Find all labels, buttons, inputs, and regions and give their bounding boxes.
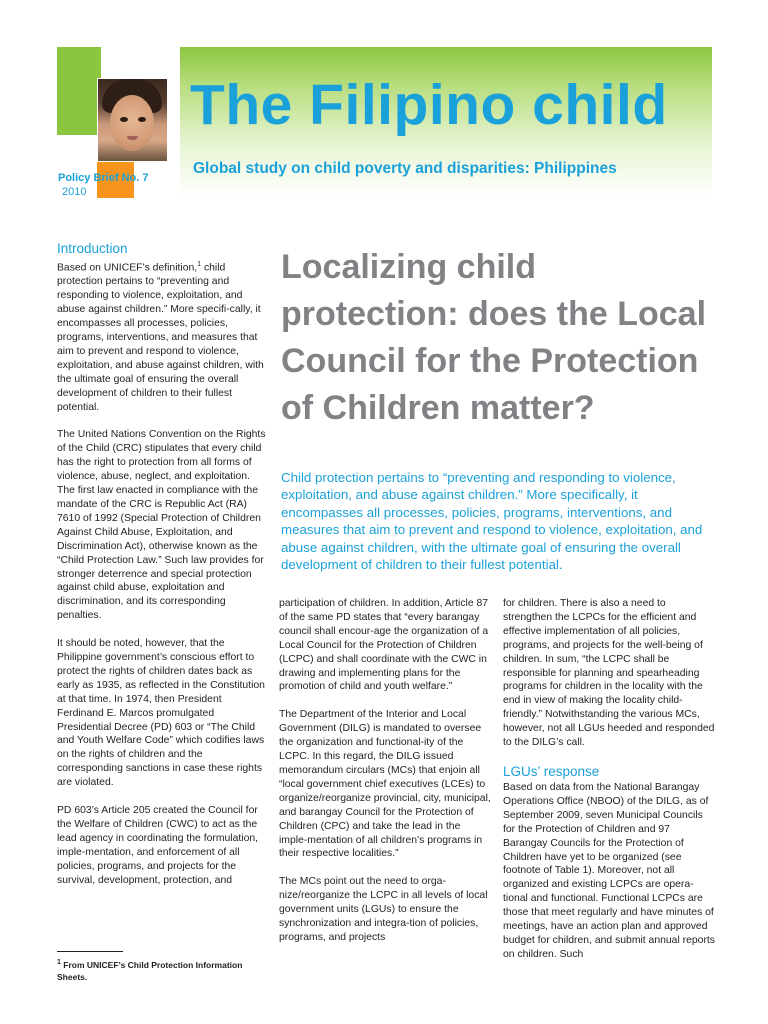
publication-year: 2010 [62, 186, 87, 198]
right-column [503, 597, 715, 976]
photo-face [110, 95, 154, 151]
intro-paragraph-3: It should be noted, however, that the Philippine government’s conscious effort to protect the rights of children dates back as early as 1935, as reflected in the Constitution at that time. In 1974, then President Ferdinand E. Marcos promulgated Presidential Decree (PD) 603 or “The Child and Youth Welfare Code” which codifies laws on the rights of children and the corresponding sanctions in case these rights are violated. [57, 638, 265, 789]
policy-brief-number: Policy Brief No. 7 [58, 172, 149, 184]
middle-paragraph-1: participation of children. In addition, Article 87 of the same PD states that “every barangay council shall encour-age the organization of a Local Council for the Protection of Children (LCPC) and shall coordinate with the CWC in drawing and implementing plans for the promotion of child and youth welfare.” [279, 598, 489, 693]
intro-paragraph-2: The United Nations Convention on the Rights of the Child (CRC) stipulates that every child has the right to protection from all forms of violence, abuse, neglect, and exploitation. The first law enacted in compliance with the mandate of the CRC is Republic Act (RA) 7610 of 1992 (Special Protection of Children Against Child Abuse, Exploitation, and Discrimination Act), otherwise known as the “Child Protection Law.” Such law provides for stronger deterrence and special protection against child abuse, exploitation and discrimination, and its corresponding penalties. [57, 429, 266, 622]
middle-paragraph-2: The Department of the Interior and Local Government (DILG) is mandated to oversee the organization and functional-ity of the LCPC. In this regard, the DILG issued memorandum circulars (MCs) that enjoin all “local government chief executives (LCEs) to organize/reorganize provincial, city, municipal, and barangay Council for the Protection of Children (CPC) and take the lead in the imple-mentation of all children’s programs in their respective localities.” [279, 709, 491, 860]
footnote-number: 1 [57, 959, 61, 966]
child-photo [97, 78, 168, 162]
photo-eye-left [120, 117, 128, 122]
right-paragraph-2: Based on data from the National Barangay Operations Office (NBOO) of the DILG, as of September 2009, seven Municipal Councils for the Protection of Children and 97 Barangay Councils for the Protection of Children have yet to be organized (see footnote of Table 1). Moreover, not all organized and existing LCPCs are opera-tional and functional. Functional LCPCs are those that meet regularly and have minutes of meetings, have an action plan and approved budget for children, and submit annual reports on children. Such [503, 781, 715, 960]
intro-paragraph-4: PD 603’s Article 205 created the Council for the Welfare of Children (CWC) to act as the lead agency in coordinating the formulation, imple-mentation, and enforcement of all policies, programs, and projects for the survival, development, protection, and [57, 805, 259, 886]
green-square-decor [57, 47, 101, 135]
right-paragraph-1: for children. There is also a need to strengthen the LCPCs for the efficient and effective implementation of all policies, programs, and projects for the well-being of children. In sum, “the LCPC shall be responsible for planning and spearheading programs for children in the locality with the end in view of making the locality child-friendly.” Notwithstanding the various MCs, however, not all LGUs heeded and responded to the DILG’s call. [503, 598, 715, 749]
article-headline: Localizing child protection: does the Local Council for the Protection of Children matter? [281, 248, 707, 427]
article-lead: Child protection pertains to “preventing and responding to violence, exploitation, and abuse against children.” More specifically, it encompasses all processes, policies, programs, interventions, and measures that aim to prevent and respond to violence, exploitation, and abuse against children, with the ultimate goal of ensuring the overall development of children to their fullest potential. [281, 470, 703, 573]
middle-paragraph-3: The MCs point out the need to orga-nize/reorganize the LCPC in all levels of local government units (LGUs) to ensure the synchronization and integra-tion of policies, programs, and projects [279, 876, 488, 943]
footnote-ref: 1 [197, 261, 202, 268]
middle-column [279, 597, 491, 959]
left-column [57, 241, 267, 902]
footnote-divider [57, 951, 123, 952]
intro-paragraph-1 [57, 258, 267, 414]
publication-title: The Filipino child [190, 73, 668, 137]
intro-paragraph-1-start: Based on UNICEF’s definition, [57, 262, 198, 274]
footnote [57, 957, 267, 983]
section-title-introduction: Introduction [57, 241, 128, 256]
footnote-text: From UNICEF’s Child Protection Information Sheets. [57, 959, 243, 982]
section-title-lgus-response: LGUs’ response [503, 763, 600, 779]
publication-subtitle: Global study on child poverty and disparities: Philippines [193, 160, 617, 177]
intro-paragraph-1-rest: child protection pertains to “preventing and responding to violence, exploitation, and abuse against children.” More specifi-cally, it encompasses all processes, policies, programs, interventions, and measures that aim to prevent and respond to violence, exploitation, and abuse against children, with the ultimate goal of ensuring the overall development of children to their fullest potential. [57, 262, 264, 413]
photo-eye-right [138, 117, 146, 122]
